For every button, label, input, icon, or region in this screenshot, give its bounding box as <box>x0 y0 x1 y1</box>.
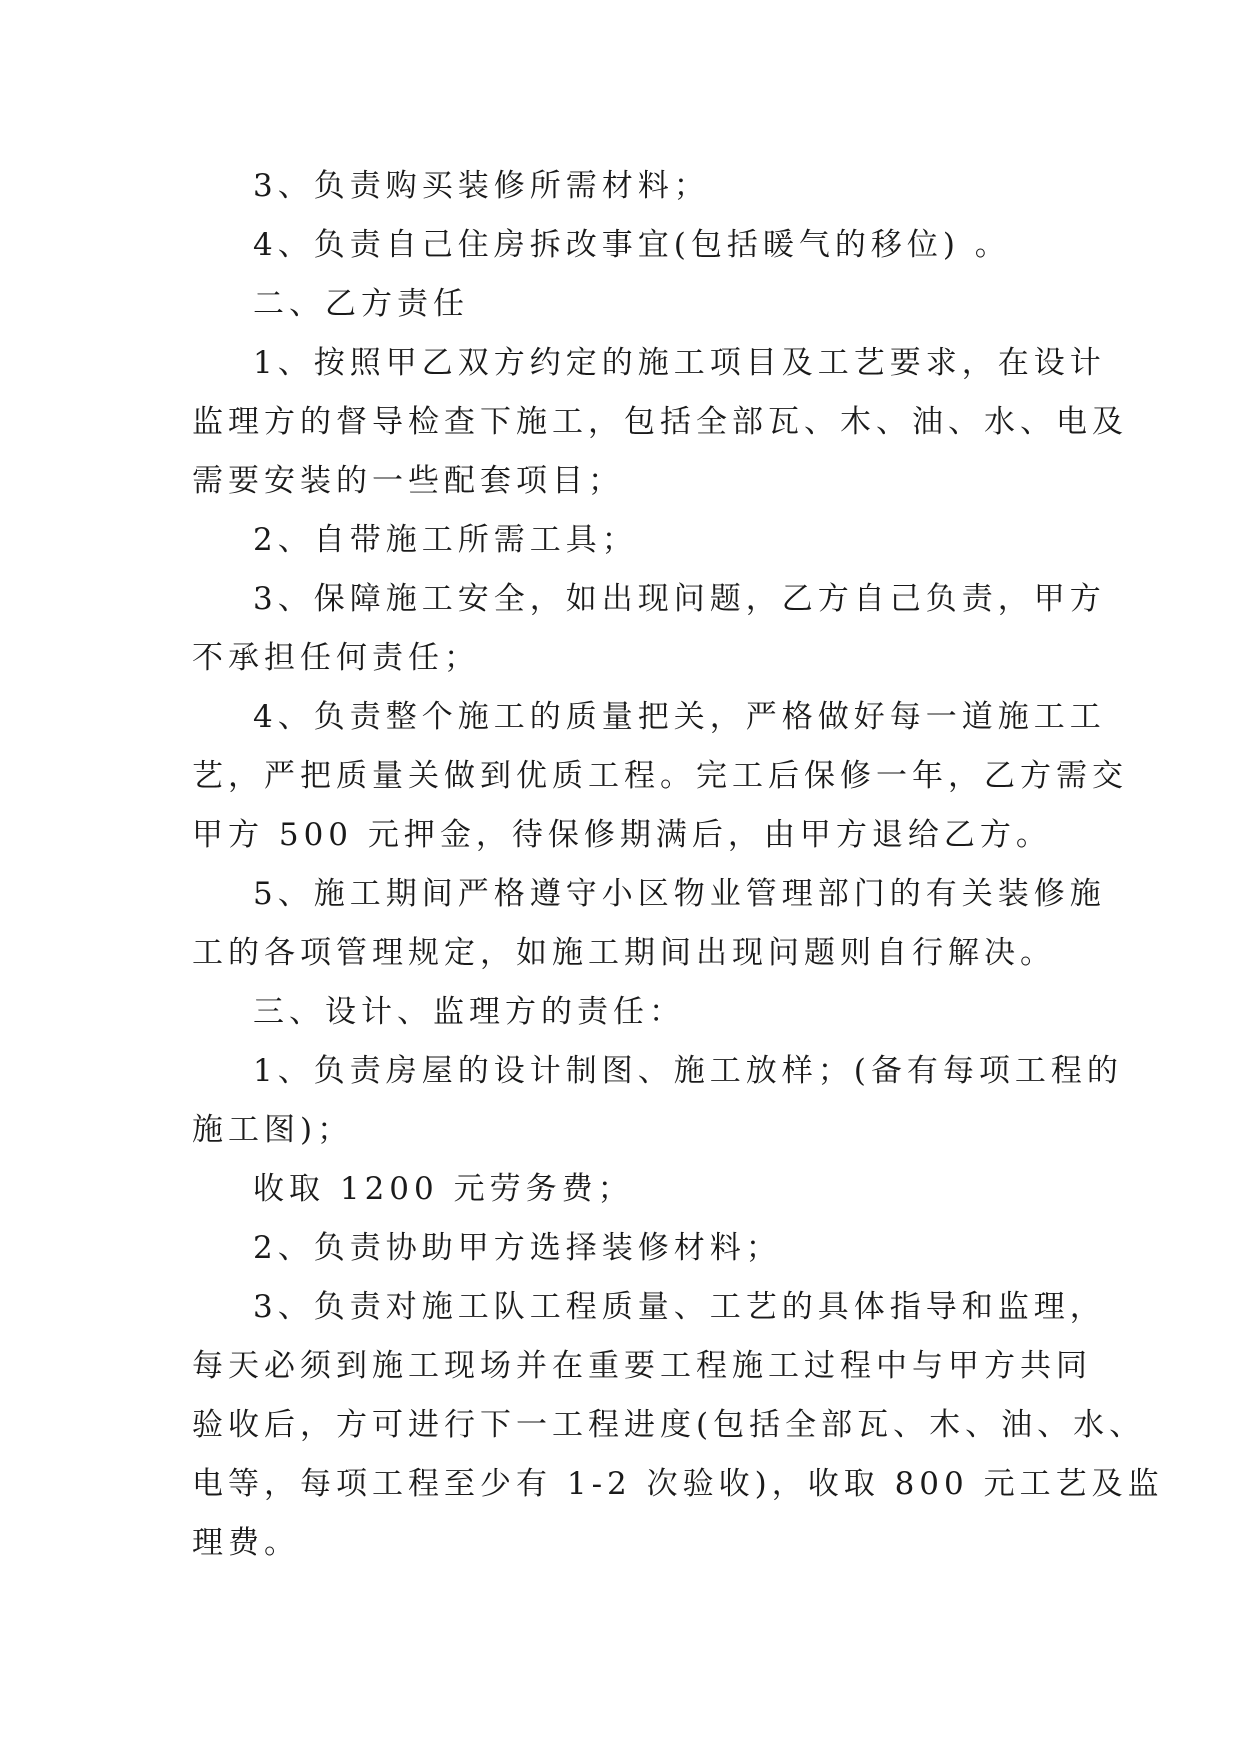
text-line: 5、施工期间严格遵守小区物业管理部门的有关装修施 <box>253 876 1106 912</box>
text-line: 验收后，方可进行下一工程进度(包括全部瓦、木、油、水、 <box>192 1407 1146 1443</box>
text-line: 工的各项管理规定，如施工期间出现问题则自行解决。 <box>192 935 1056 971</box>
text-line: 监理方的督导检查下施工，包括全部瓦、木、油、水、电及 <box>192 404 1128 440</box>
text-line: 施工图)； <box>192 1112 354 1148</box>
text-line: 3、保障施工安全，如出现问题，乙方自己负责，甲方 <box>253 581 1106 617</box>
text-line: 收取 1200 元劳务费； <box>253 1171 634 1207</box>
section-heading: 三、设计、监理方的责任： <box>253 994 685 1030</box>
text-line: 3、负责购买装修所需材料； <box>253 168 710 204</box>
text-line: 2、负责协助甲方选择装修材料； <box>253 1230 782 1266</box>
text-line: 电等，每项工程至少有 1-2 次验收)，收取 800 元工艺及监 <box>192 1466 1164 1502</box>
text-line: 每天必须到施工现场并在重要工程施工过程中与甲方共同 <box>192 1348 1092 1384</box>
text-line: 1、按照甲乙双方约定的施工项目及工艺要求，在设计 <box>253 345 1106 381</box>
text-line: 4、负责整个施工的质量把关，严格做好每一道施工工 <box>253 699 1106 735</box>
text-line: 甲方 500 元押金，待保修期满后，由甲方退给乙方。 <box>192 817 1052 853</box>
text-line: 需要安装的一些配套项目； <box>192 463 624 499</box>
section-heading: 二、乙方责任 <box>253 286 469 322</box>
text-line: 2、自带施工所需工具； <box>253 522 638 558</box>
text-line: 不承担任何责任； <box>192 640 480 676</box>
text-line: 理费。 <box>192 1525 300 1561</box>
text-line: 艺，严把质量关做到优质工程。完工后保修一年，乙方需交 <box>192 758 1128 794</box>
text-line: 4、负责自己住房拆改事宜(包括暖气的移位) 。 <box>253 227 1011 263</box>
text-line: 1、负责房屋的设计制图、施工放样；(备有每项工程的 <box>253 1053 1123 1089</box>
text-line: 3、负责对施工队工程质量、工艺的具体指导和监理， <box>253 1289 1106 1325</box>
